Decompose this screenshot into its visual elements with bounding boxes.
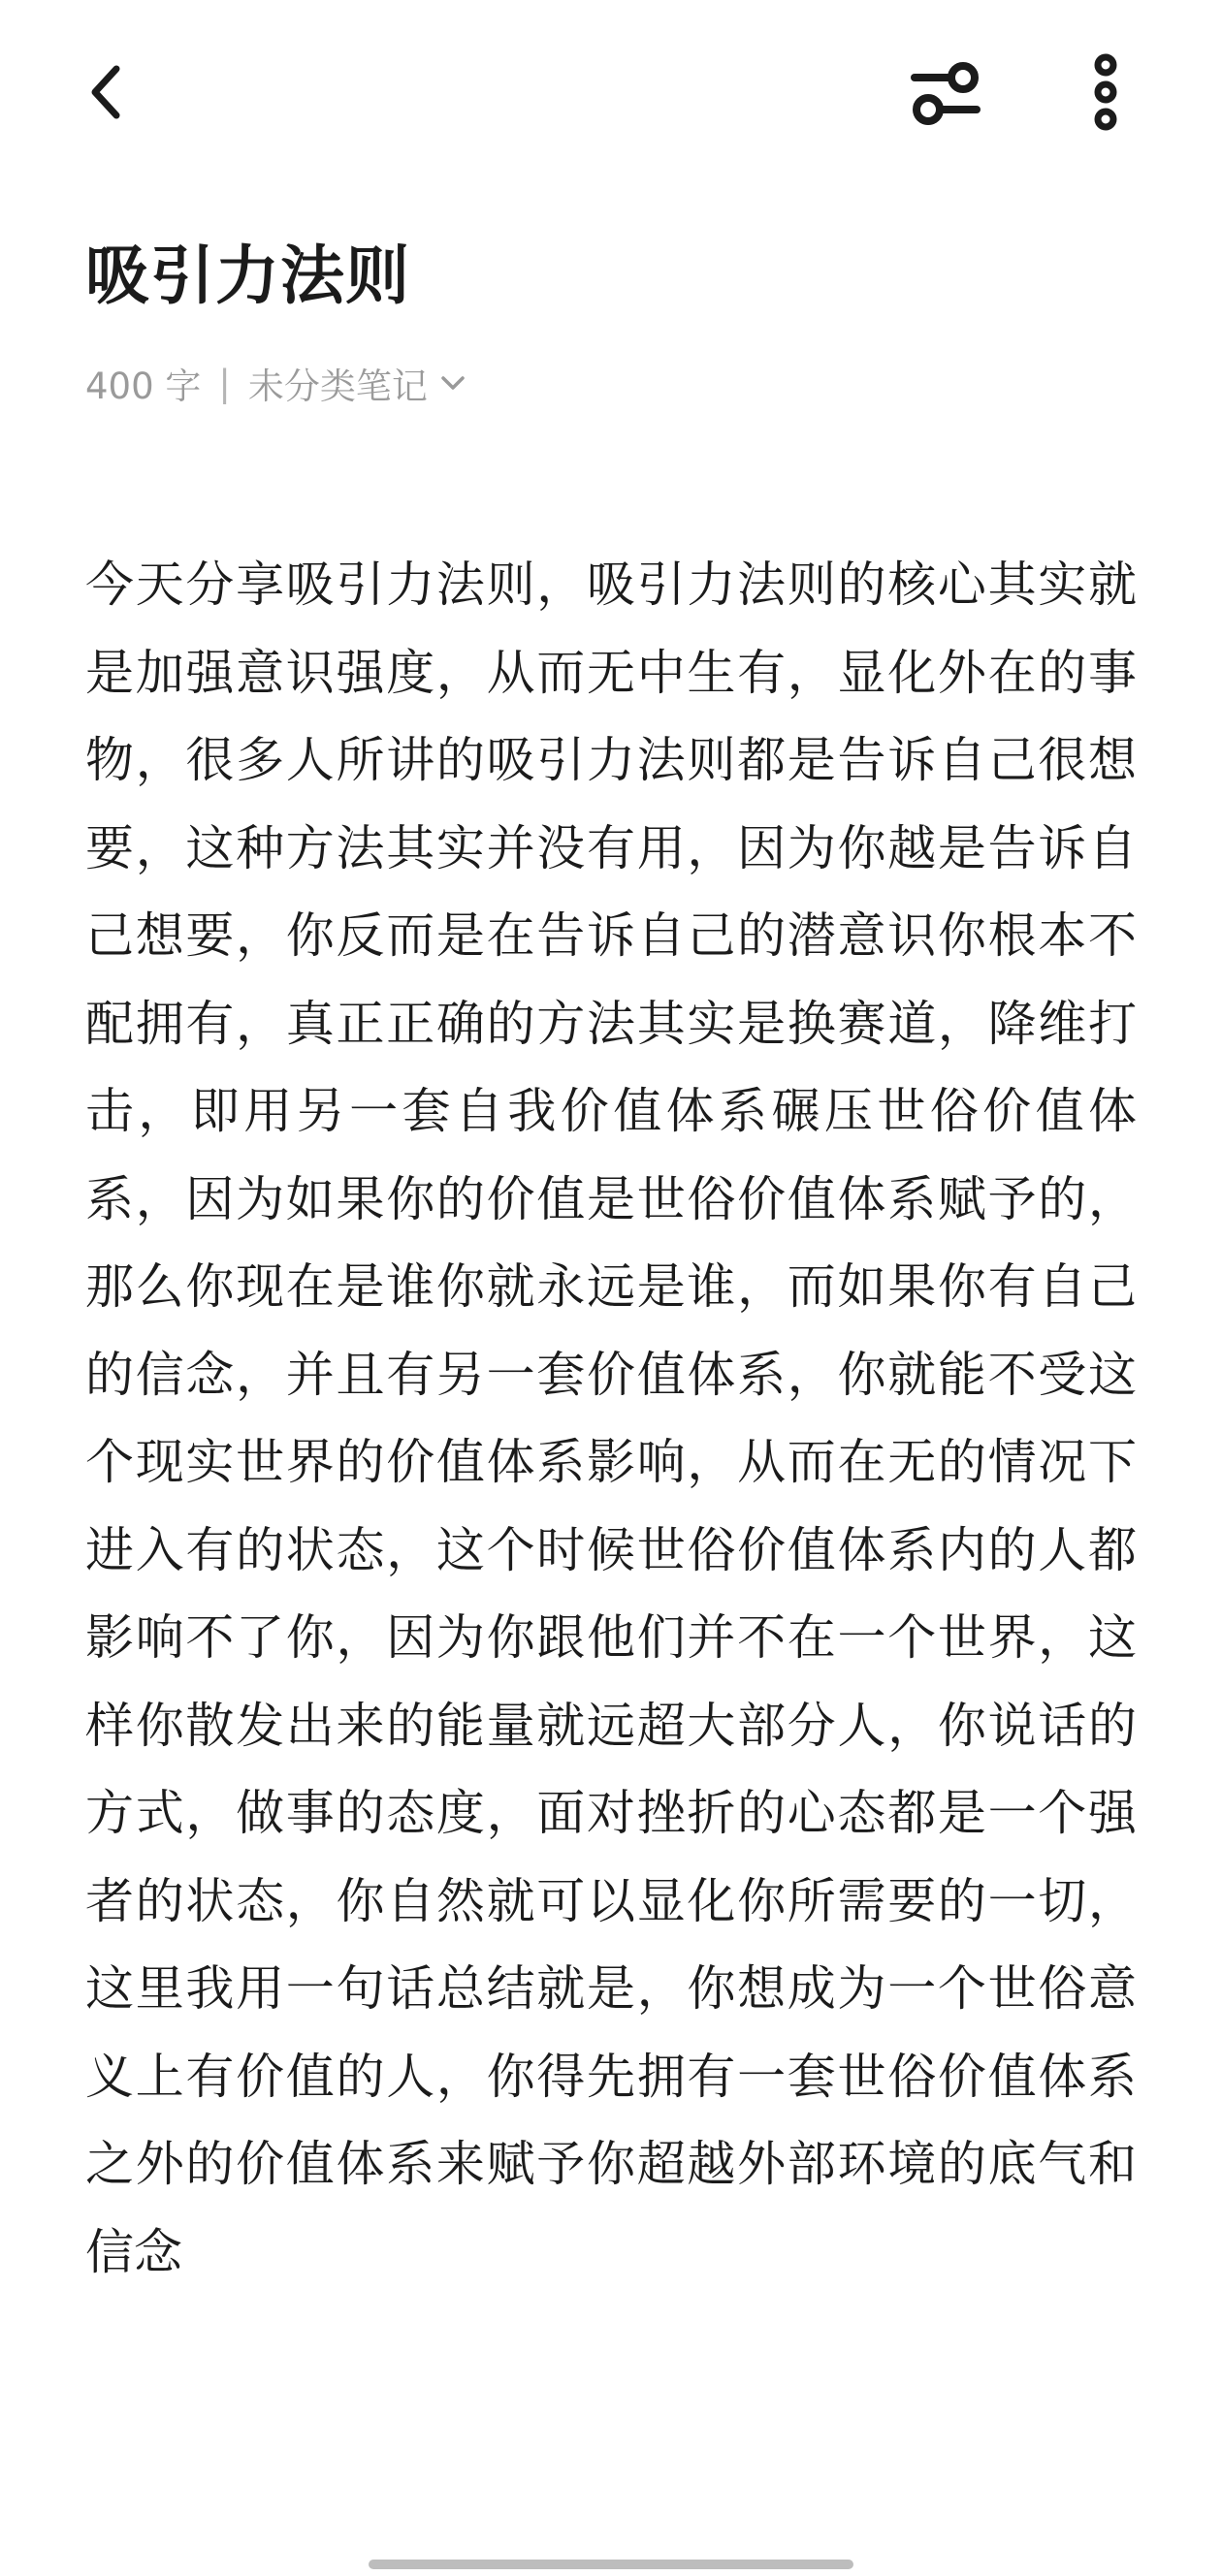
category-selector[interactable]	[248, 357, 466, 409]
chevron-down-icon	[439, 373, 466, 393]
note-body[interactable]: 今天分享吸引力法则，吸引力法则的核心其实就是加强意识强度，从而无中生有，显化外在的事物，很多人所讲的吸引力法则都是告诉自己很想要，这种方法其实并没有用，因为你越是告诉自己想要，你反而是在告诉自己的潜意识你根本不配拥有，真正正确的方法其实是换赛道，降维打击，即用另一套自我价值体系碾压世俗价值体系，因为如果你的价值是世俗价值体系赋予的，那么你现在是谁你就永远是谁，而如果你有自己的信念，并且有另一套价值体系，你就能不受这个现实世界的价值体系影响，从而在无的情况下进入有的状态，这个时候世俗价值体系内的人都影响不了你，因为你跟他们并不在一个世界，这样你散发出来的能量就远超大部分人，你说话的方式，做事的态度，面对挫折的心态都是一个强者的状态，你自然就可以显化你所需要的一切，这里我用一句话总结就是，你想成为一个世俗意义上有价值的人，你得先拥有一套世俗价值体系之外的价值体系来赋予你超越外部环境的底气和信念	[85, 557, 1137, 2280]
home-indicator[interactable]	[369, 2560, 853, 2569]
chevron-left-icon	[85, 63, 128, 121]
category-label: 未分类笔记	[247, 366, 428, 407]
sliders-icon	[907, 53, 984, 131]
top-toolbar	[0, 0, 1222, 184]
more-button[interactable]	[1067, 48, 1144, 136]
back-button[interactable]	[68, 48, 145, 136]
note-title[interactable]: 吸引力法则	[85, 239, 410, 313]
meta-separator: |	[218, 362, 231, 404]
more-vertical-icon	[1086, 53, 1125, 131]
word-count: 400 字	[85, 366, 202, 407]
note-meta	[85, 354, 466, 412]
filter-button[interactable]	[902, 48, 989, 136]
